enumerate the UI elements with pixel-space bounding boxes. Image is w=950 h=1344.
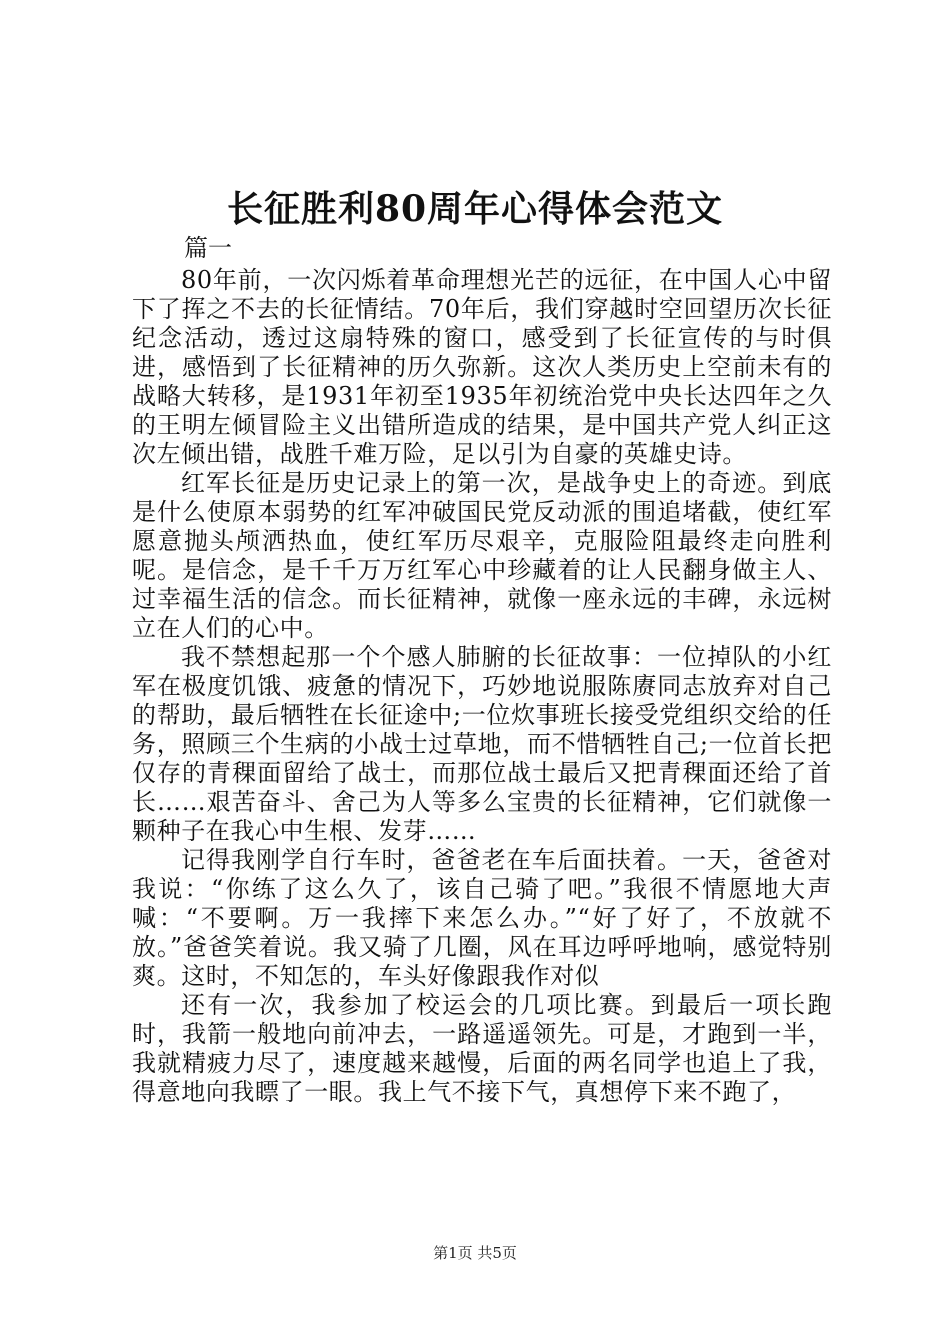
section-label: 篇一 — [184, 234, 232, 262]
paragraph-3: 我不禁想起那一个个感人肺腑的长征故事：一位掉队的小红军在极度饥饿、疲惫的情况下，巧妙地说服陈赓同志放弃对自己的帮助，最后牺牲在长征途中;一位炊事班长接受党组织交给的任务，照顾三个生病的小战士过草地，而不惜牺牲自己;一位首长把仅存的青稞面留给了战士，而那位战士最后又把青稞面还给了首长……艰苦奋斗、舍己为人等多么宝贵的长征精神，它们就像一颗种子在我心中生根、发芽…… — [132, 643, 832, 845]
document-body — [132, 234, 832, 1107]
page-footer: 第1页 共5页 — [433, 1244, 517, 1262]
paragraph-2: 红军长征是历史记录上的第一次，是战争史上的奇迹。到底是什么使原本弱势的红军冲破国民党反动派的围追堵截，使红军愿意抛头颅洒热血，使红军历尽艰辛，克服险阻最终走向胜利呢。是信念，是千千万万红军心中珍藏着的让人民翻身做主人、过幸福生活的信念。而长征精神，就像一座永远的丰碑，永远树立在人们的心中。 — [132, 469, 832, 642]
page-title: 长征胜利80周年心得体会范文 — [226, 188, 724, 230]
paragraph-4: 记得我刚学自行车时，爸爸老在车后面扶着。一天，爸爸对我说：“你练了这么久了，该自己骑了吧。”我很不情愿地大声喊：“不要啊。万一我摔下来怎么办。”“好了好了，不放就不放。”爸爸笑着说。我又骑了几圈，风在耳边呼呼地响，感觉特别爽。这时，不知怎的，车头好像跟我作对似 — [132, 846, 832, 990]
paragraph-1: 80年前，一次闪烁着革命理想光芒的远征，在中国人心中留下了挥之不去的长征情结。70年后，我们穿越时空回望历次长征纪念活动，透过这扇特殊的窗口，感受到了长征宣传的与时俱进，感悟到了长征精神的历久弥新。这次人类历史上空前未有的战略大转移，是1931年初至1935年初统治党中央长达四年之久的王明左倾冒险主义出错所造成的结果，是中国共产党人纠正这次左倾出错，战胜千难万险，足以引为自豪的英雄史诗。 — [132, 266, 832, 468]
paragraph-5: 还有一次，我参加了校运会的几项比赛。到最后一项长跑时，我箭一般地向前冲去，一路遥遥领先。可是，才跑到一半，我就精疲力尽了，速度越来越慢，后面的两名同学也追上了我，得意地向我瞟了一眼。我上气不接下气，真想停下来不跑了， — [132, 991, 832, 1106]
